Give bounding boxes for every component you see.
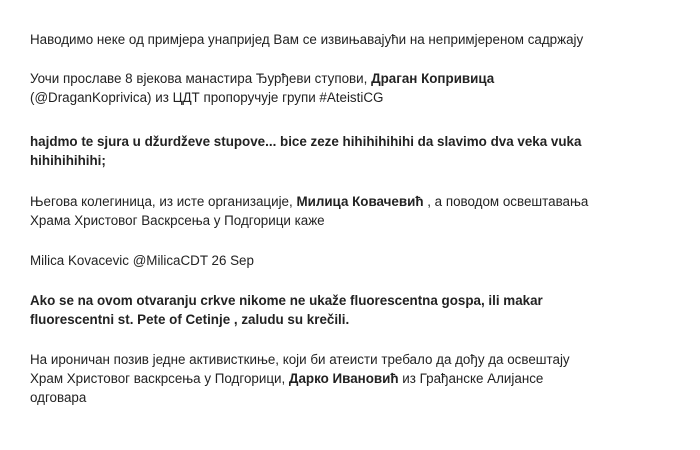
paragraph-ivanovic bbox=[30, 350, 570, 407]
quote-koprivica-line-1: hajdmo te sjura u džurdževe stupove... bice zeze hihihihihihi da slavimo dva veka vuka bbox=[30, 134, 582, 149]
paragraph-koprivica-line-1 bbox=[30, 69, 494, 88]
paragraph-kovacevic-line-2: Храма Христовог Васкрсења у Подгорици каже bbox=[30, 213, 325, 228]
intro-paragraph bbox=[30, 30, 583, 49]
quote-koprivica bbox=[30, 132, 581, 170]
person-name-koprivica: Драган Копривица bbox=[371, 71, 495, 86]
paragraph-text: Уочи прославе 8 вјекова манастира Ђурђеви ступови, bbox=[30, 71, 372, 86]
paragraph-kovacevic-line-1 bbox=[30, 192, 588, 211]
tweet-author-line: Milica Kovacevic @MilicaCDT 26 Sep bbox=[30, 253, 254, 268]
paragraph-ivanovic-line-3: одговара bbox=[30, 390, 87, 405]
quote-koprivica-line-2: hihihihihihi; bbox=[30, 153, 106, 168]
paragraph-text: Храм Христовог васкрсења у Подгорици, bbox=[30, 371, 289, 386]
paragraph-koprivica bbox=[30, 69, 494, 107]
person-name-ivanovic: Дарко Ивановић bbox=[288, 371, 399, 386]
paragraph-koprivica-line-2: (@DraganKoprivica) из ЦДТ пропоручује групи #AteistiCG bbox=[30, 90, 384, 105]
paragraph-text: , а поводом освештавања bbox=[423, 194, 589, 209]
quote-kovacevic-line-2: fluorescentni st. Pete of Cetinje , zaludu su krečili. bbox=[30, 312, 350, 327]
quote-kovacevic bbox=[30, 291, 543, 329]
tweet-meta bbox=[30, 251, 254, 270]
quote-kovacevic-line-1: Ako se na ovom otvaranju crkve nikome ne ukaže fluorescentna gospa, ili makar bbox=[30, 293, 543, 308]
paragraph-ivanovic-line-1: На ироничан позив једне активисткиње, који би атеисти требало да дођу да освештају bbox=[30, 352, 570, 367]
paragraph-text: Његова колегиница, из исте организације, bbox=[30, 194, 297, 209]
paragraph-ivanovic-line-2 bbox=[30, 369, 570, 388]
person-name-kovacevic: Милица Ковачевић bbox=[296, 194, 424, 209]
paragraph-kovacevic bbox=[30, 192, 588, 230]
intro-text: Наводимо неке од примјера унапријед Вам се извињавајући на непримјереном садржају bbox=[30, 32, 584, 47]
paragraph-text: из Грађанске Алијансе bbox=[398, 371, 544, 386]
